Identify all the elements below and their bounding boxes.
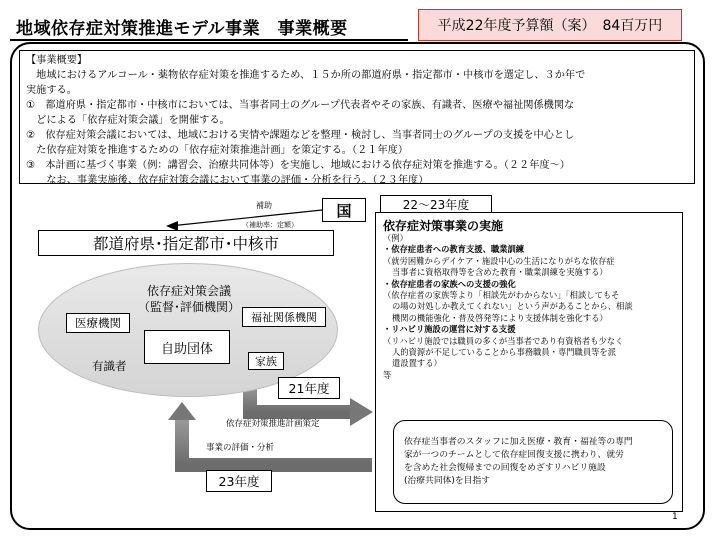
implementation-line: ・依存症患者への教育支援、職業訓練: [383, 244, 525, 255]
eval-arrow-head: [168, 402, 196, 420]
implementation-line: の場の対処しか教えてくれない」という声があることから、相談: [392, 301, 633, 312]
year-23-tag: 23年度: [206, 470, 272, 492]
evaluation-label: 事業の評価・分析: [206, 443, 275, 453]
experts-label: 有識者: [92, 359, 127, 373]
welfare-institutions-box: 福祉関係機関: [242, 307, 326, 327]
implementation-line: （例）: [383, 233, 408, 243]
implementation-line: 人的資源が不足していることから事務職員・専門職員等を派: [392, 347, 617, 358]
implementation-line: （リハビリ施設では職員の多くが当事者であり有資格者も少なく: [383, 335, 624, 346]
summary-heading: 【事業概要】: [26, 55, 88, 66]
prefecture-box: 都道府県･指定都市･中核市: [38, 230, 334, 256]
summary-line: なお、事業実施後、依存症対策会議において事業の評価・分析を行う。（２３年度）: [26, 175, 429, 186]
implementation-line: （依存症者の家族等より「相談先がわからない」「相談してもそ: [383, 290, 620, 301]
implementation-list: [383, 233, 679, 381]
goal-text: [404, 436, 664, 488]
implementation-line: ・リハビリ施設の運営に対する支援: [383, 324, 516, 335]
subsidy-rate-label: （補助率：定額）: [242, 221, 298, 229]
page-title: 地域依存症対策推進モデル事業 事業概要: [16, 19, 348, 39]
implementation-line: 当事者に資格取得等を含めた教育・職業訓練を実施する）: [392, 267, 608, 278]
goal-line: 家が一つのチームとして依存症回復支援に携わり、就労: [404, 450, 624, 460]
summary-line: ① 都道府県・指定都市・中核市においては、当事者同士のグループ代表者やその家族、有識者、医療や福祉関係機関な: [26, 100, 575, 111]
summary-line: どによる「依存症対策会議」を開催する。: [26, 115, 230, 126]
medical-institutions-box: 医療機関: [66, 313, 130, 333]
implementation-line: （就労困難からデイケア・施設中心の生活になりがちな依存症: [383, 255, 615, 266]
national-govt-box: 国: [322, 198, 366, 222]
year-21-tag: 21年度: [278, 377, 340, 399]
implementation-title: 依存症対策事業の実施: [383, 219, 504, 233]
council-title: [138, 283, 240, 315]
council-role: （監督･評価機関）: [138, 300, 241, 314]
implementation-line: 遣設置する）: [392, 358, 442, 369]
implementation-line: ・依存症患者の家族への支援の強化: [383, 278, 516, 289]
self-help-group-box: 自助団体: [144, 330, 230, 364]
council-name: 依存症対策会議: [147, 284, 232, 298]
goal-line: 依存症当事者のスタッフに加え医療・教育・福祉等の専門: [404, 437, 633, 447]
plan-label: 依存症対策推進計画策定: [226, 419, 320, 429]
summary-line: ② 依存症対策会議においては、地域における実情や課題などを整理・検討し、当事者同士のグループの支援を中心とし: [26, 130, 575, 141]
summary-line: 地域におけるアルコール・薬物依存症対策を推進するため、１５か所の都道府県・指定都市・中核市を選定し、３か年で: [26, 70, 586, 81]
plan-arrow-head: [350, 398, 373, 426]
summary-line: た依存症対策を推進するための「依存症対策推進計画」を策定する。（２１年度）: [26, 145, 409, 156]
goal-line: を含めた社会復帰までの回復をめざすリハビリ施設: [404, 463, 606, 473]
goal-line: (治療共同体)を目指す: [404, 476, 491, 486]
family-box: 家族: [248, 352, 284, 370]
implementation-line: 等: [383, 369, 392, 380]
summary-line: 実施する。: [26, 85, 77, 96]
implementation-line: 機関の機能強化・普及啓発等により支援体制を強化する）: [392, 312, 608, 323]
subsidy-label: 補助: [256, 201, 272, 210]
page-number: 1: [672, 512, 678, 522]
summary-line: ③ 本計画に基づく事業（例：講習会、治療共同体等）を実施し、地域における依存症対策を推進する。（２２年度～）: [26, 160, 570, 171]
budget-box: 平成22年度予算額（案） 84百万円: [418, 9, 682, 41]
year-range-tag: 22～23年度: [380, 195, 492, 213]
